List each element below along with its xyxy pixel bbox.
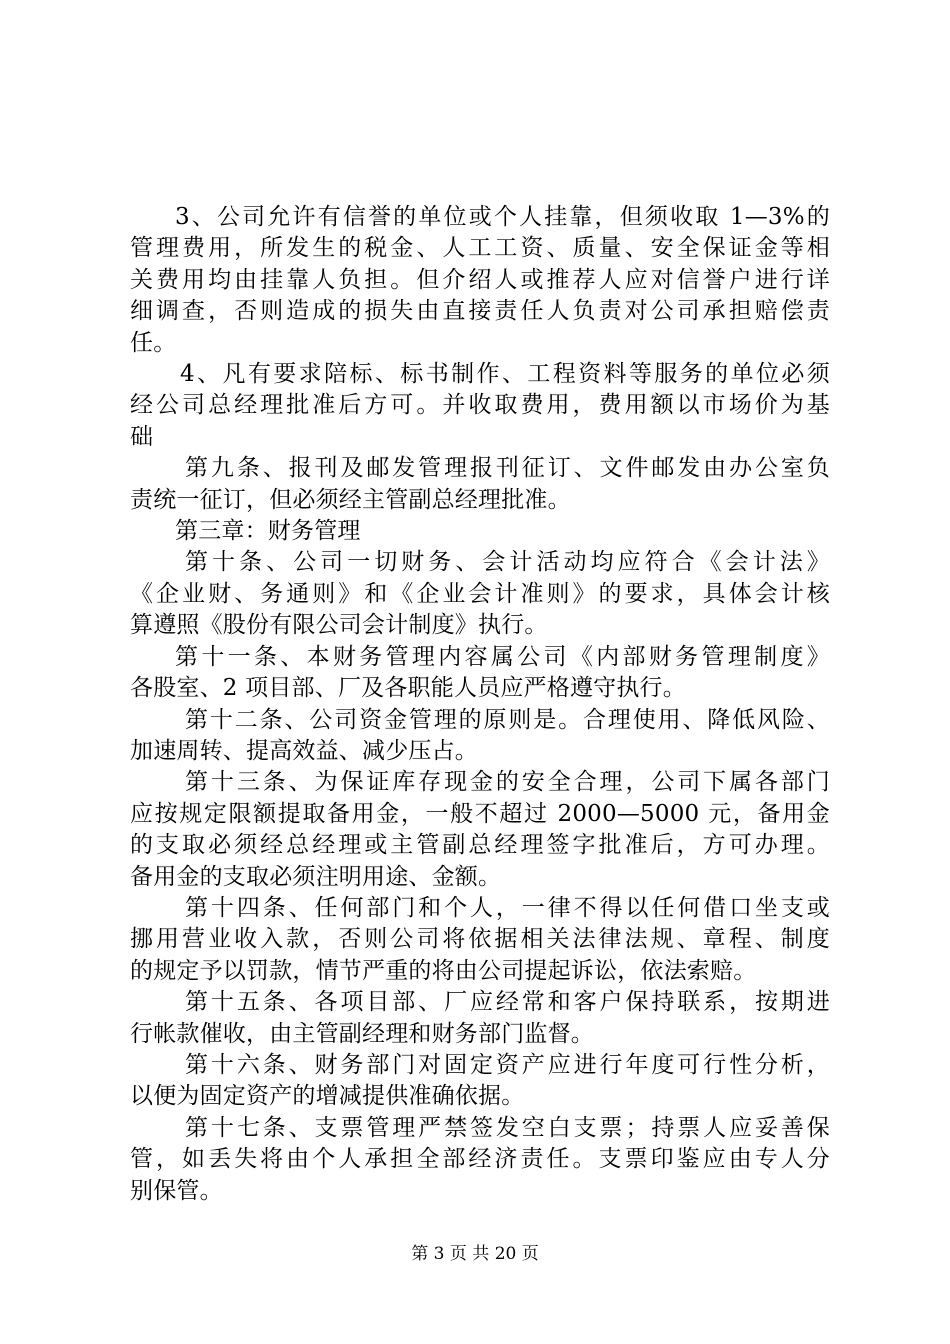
paragraph-p8 <box>130 767 830 893</box>
paragraph-p9 <box>130 893 830 987</box>
text-line: 细调查，否则造成的损失由直接责任人负责对公司承担赔偿责 <box>130 298 830 325</box>
paragraph-p12 <box>130 1113 830 1207</box>
paragraph-p10 <box>130 987 830 1050</box>
paragraph-p7 <box>130 705 830 768</box>
text-line: 加速周转、提高效益、减少压占。 <box>130 737 478 764</box>
paragraph-p3 <box>130 453 830 516</box>
document-body <box>130 202 830 1207</box>
text-line: 第十二条、公司资金管理的原则是。合理使用、降低风险、 <box>185 706 830 733</box>
text-line: 的规定予以罚款，情节严重的将由公司提起诉讼，依法索赔。 <box>130 957 757 984</box>
text-line: 3、公司允许有信誉的单位或个人挂靠，但须收取 1—3%的 <box>175 204 830 230</box>
text-line: 础 <box>130 423 154 450</box>
text-line: 《企业财、务通则》和《企业会计准则》的要求，具体会计核 <box>130 580 830 607</box>
text-line: 第三章：财务管理 <box>175 518 361 545</box>
paragraph-p1 <box>130 202 830 359</box>
text-line: 别保管。 <box>130 1177 223 1204</box>
page-footer: 第 3 页 共 20 页 <box>411 1244 539 1264</box>
text-line: 关费用均由挂靠人负担。但介绍人或推荐人应对信誉户进行详 <box>130 266 830 293</box>
text-line: 各股室、2 项目部、厂及各职能人员应严格遵守执行。 <box>130 675 686 702</box>
text-line: 管，如丢失将由个人承担全部经济责任。支票印鉴应由专人分 <box>130 1146 830 1173</box>
text-line: 第十七条、支票管理严禁签发空白支票；持票人应妥善保 <box>185 1114 830 1141</box>
text-line: 备用金的支取必须注明用途、金额。 <box>130 863 502 890</box>
text-line: 4、凡有要求陪标、标书制作、工程资料等服务的单位必须 <box>180 361 830 388</box>
paragraph-p4 <box>130 516 830 547</box>
text-line: 第九条、报刊及邮发管理报刊征订、文件邮发由办公室负 <box>185 455 830 482</box>
text-line: 挪用营业收入款，否则公司将依据相关法律法规、章程、制度 <box>130 926 830 953</box>
text-line: 以便为固定资产的增减提供准确依据。 <box>130 1083 525 1110</box>
text-line: 第十五条、各项目部、厂应经常和客户保持联系，按期进 <box>185 989 830 1016</box>
paragraph-p2 <box>130 359 830 453</box>
text-line: 第十条、公司一切财务、会计活动均应符合《会计法》 <box>185 549 830 576</box>
text-line: 的支取必须经总经理或主管副总经理签字批准后，方可办理。 <box>130 832 830 859</box>
text-line: 经公司总经理批准后方可。并收取费用，费用额以市场价为基 <box>130 392 830 419</box>
paragraph-p11 <box>130 1050 830 1113</box>
text-line: 第十四条、任何部门和个人，一律不得以任何借口坐支或 <box>185 894 830 921</box>
text-line: 管理费用，所发生的税金、人工工资、质量、安全保证金等相 <box>130 235 830 262</box>
text-line: 第十六条、财务部门对固定资产应进行年度可行性分析， <box>185 1051 830 1078</box>
text-line: 责统一征订，但必须经主管副总经理批准。 <box>130 486 571 513</box>
text-line: 第十三条、为保证库存现金的安全合理，公司下属各部门 <box>185 769 830 796</box>
text-line: 应按规定限额提取备用金，一般不超过 2000—5000 元，备用金 <box>130 800 830 827</box>
text-line: 任。 <box>130 329 177 356</box>
text-line: 行帐款催收，由主管副经理和财务部门监督。 <box>130 1020 594 1047</box>
text-line: 第十一条、本财务管理内容属公司《内部财务管理制度》 <box>175 643 830 670</box>
text-line: 算遵照《股份有限公司会计制度》执行。 <box>130 612 548 639</box>
paragraph-p6 <box>130 642 830 705</box>
paragraph-p5 <box>130 547 830 641</box>
